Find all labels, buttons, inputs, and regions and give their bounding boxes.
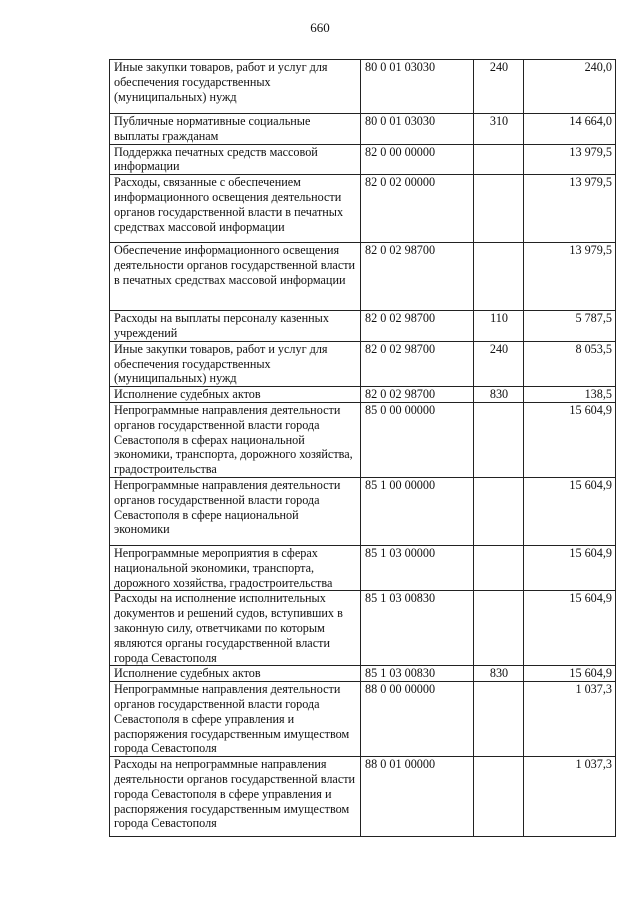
row-sum-cell: 1 037,3 xyxy=(524,682,616,757)
row-vr-cell: 240 xyxy=(474,341,524,386)
row-sum-cell: 15 604,9 xyxy=(524,545,616,590)
row-sum-cell: 13 979,5 xyxy=(524,175,616,243)
row-name-cell: Иные закупки товаров, работ и услуг для обеспечения государственных (муниципальных) нужд xyxy=(110,341,361,386)
table-row xyxy=(110,545,616,590)
row-csr-cell: 85 1 00 00000 xyxy=(361,477,474,545)
table-row xyxy=(110,114,616,145)
budget-table-body xyxy=(110,60,616,837)
table-row xyxy=(110,682,616,757)
row-vr-cell xyxy=(474,591,524,666)
row-name-cell: Поддержка печатных средств массовой информации xyxy=(110,144,361,175)
row-csr-cell: 82 0 02 98700 xyxy=(361,387,474,403)
row-csr-cell: 88 0 00 00000 xyxy=(361,682,474,757)
row-vr-cell xyxy=(474,682,524,757)
table-row xyxy=(110,144,616,175)
row-vr-cell: 830 xyxy=(474,387,524,403)
row-vr-cell xyxy=(474,477,524,545)
row-sum-cell: 5 787,5 xyxy=(524,311,616,342)
row-vr-cell xyxy=(474,402,524,477)
row-csr-cell: 85 1 03 00000 xyxy=(361,545,474,590)
table-row xyxy=(110,60,616,114)
budget-table xyxy=(109,59,616,837)
row-name-cell: Расходы на выплаты персоналу казенных учреждений xyxy=(110,311,361,342)
row-name-cell: Расходы на непрограммные направления деятельности органов государственной власти города Севастополя в сфере управления и распоряжения государственным имуществом города Севастополя xyxy=(110,757,361,837)
row-csr-cell: 82 0 00 00000 xyxy=(361,144,474,175)
row-vr-cell xyxy=(474,545,524,590)
table-row xyxy=(110,341,616,386)
row-sum-cell: 15 604,9 xyxy=(524,591,616,666)
row-vr-cell: 110 xyxy=(474,311,524,342)
row-sum-cell: 14 664,0 xyxy=(524,114,616,145)
row-vr-cell xyxy=(474,757,524,837)
page-number: 660 xyxy=(310,20,330,35)
row-name-cell: Исполнение судебных актов xyxy=(110,387,361,403)
row-sum-cell: 13 979,5 xyxy=(524,243,616,311)
row-sum-cell: 15 604,9 xyxy=(524,666,616,682)
row-csr-cell: 82 0 02 98700 xyxy=(361,243,474,311)
row-sum-cell: 13 979,5 xyxy=(524,144,616,175)
row-name-cell: Расходы на исполнение исполнительных документов и решений судов, вступивших в законную силу, ответчиками по которым являются органы государственной власти города Севастополя xyxy=(110,591,361,666)
row-name-cell: Исполнение судебных актов xyxy=(110,666,361,682)
table-row xyxy=(110,591,616,666)
row-csr-cell: 82 0 02 00000 xyxy=(361,175,474,243)
row-vr-cell xyxy=(474,175,524,243)
row-sum-cell: 15 604,9 xyxy=(524,477,616,545)
row-sum-cell: 15 604,9 xyxy=(524,402,616,477)
row-vr-cell xyxy=(474,144,524,175)
table-row xyxy=(110,387,616,403)
table-row xyxy=(110,402,616,477)
table-row xyxy=(110,311,616,342)
row-sum-cell: 1 037,3 xyxy=(524,757,616,837)
row-csr-cell: 82 0 02 98700 xyxy=(361,311,474,342)
row-csr-cell: 88 0 01 00000 xyxy=(361,757,474,837)
table-row xyxy=(110,666,616,682)
row-csr-cell: 80 0 01 03030 xyxy=(361,114,474,145)
row-csr-cell: 82 0 02 98700 xyxy=(361,341,474,386)
row-vr-cell xyxy=(474,243,524,311)
row-name-cell: Непрограммные направления деятельности органов государственной власти города Севастополя в сфере управления и распоряжения государственным имуществом города Севастополя xyxy=(110,682,361,757)
table-row xyxy=(110,243,616,311)
row-name-cell: Непрограммные направления деятельности органов государственной власти города Севастополя в сферах национальной экономики, транспорта, дорожного хозяйства, градостроительства xyxy=(110,402,361,477)
row-name-cell: Публичные нормативные социальные выплаты гражданам xyxy=(110,114,361,145)
row-csr-cell: 80 0 01 03030 xyxy=(361,60,474,114)
table-row xyxy=(110,477,616,545)
row-sum-cell: 240,0 xyxy=(524,60,616,114)
row-sum-cell: 138,5 xyxy=(524,387,616,403)
row-csr-cell: 85 1 03 00830 xyxy=(361,666,474,682)
table-row xyxy=(110,757,616,837)
row-vr-cell: 310 xyxy=(474,114,524,145)
row-vr-cell: 830 xyxy=(474,666,524,682)
row-name-cell: Расходы, связанные с обеспечением информационного освещения деятельности органов государственной власти в печатных средствах массовой информации xyxy=(110,175,361,243)
row-sum-cell: 8 053,5 xyxy=(524,341,616,386)
row-csr-cell: 85 0 00 00000 xyxy=(361,402,474,477)
row-name-cell: Непрограммные направления деятельности органов государственной власти города Севастополя в сфере национальной экономики xyxy=(110,477,361,545)
row-name-cell: Иные закупки товаров, работ и услуг для обеспечения государственных (муниципальных) нужд xyxy=(110,60,361,114)
row-name-cell: Обеспечение информационного освещения деятельности органов государственной власти в печатных средствах массовой информации xyxy=(110,243,361,311)
row-csr-cell: 85 1 03 00830 xyxy=(361,591,474,666)
table-row xyxy=(110,175,616,243)
row-vr-cell: 240 xyxy=(474,60,524,114)
row-name-cell: Непрограммные мероприятия в сферах национальной экономики, транспорта, дорожного хозяйства, градостроительства xyxy=(110,545,361,590)
